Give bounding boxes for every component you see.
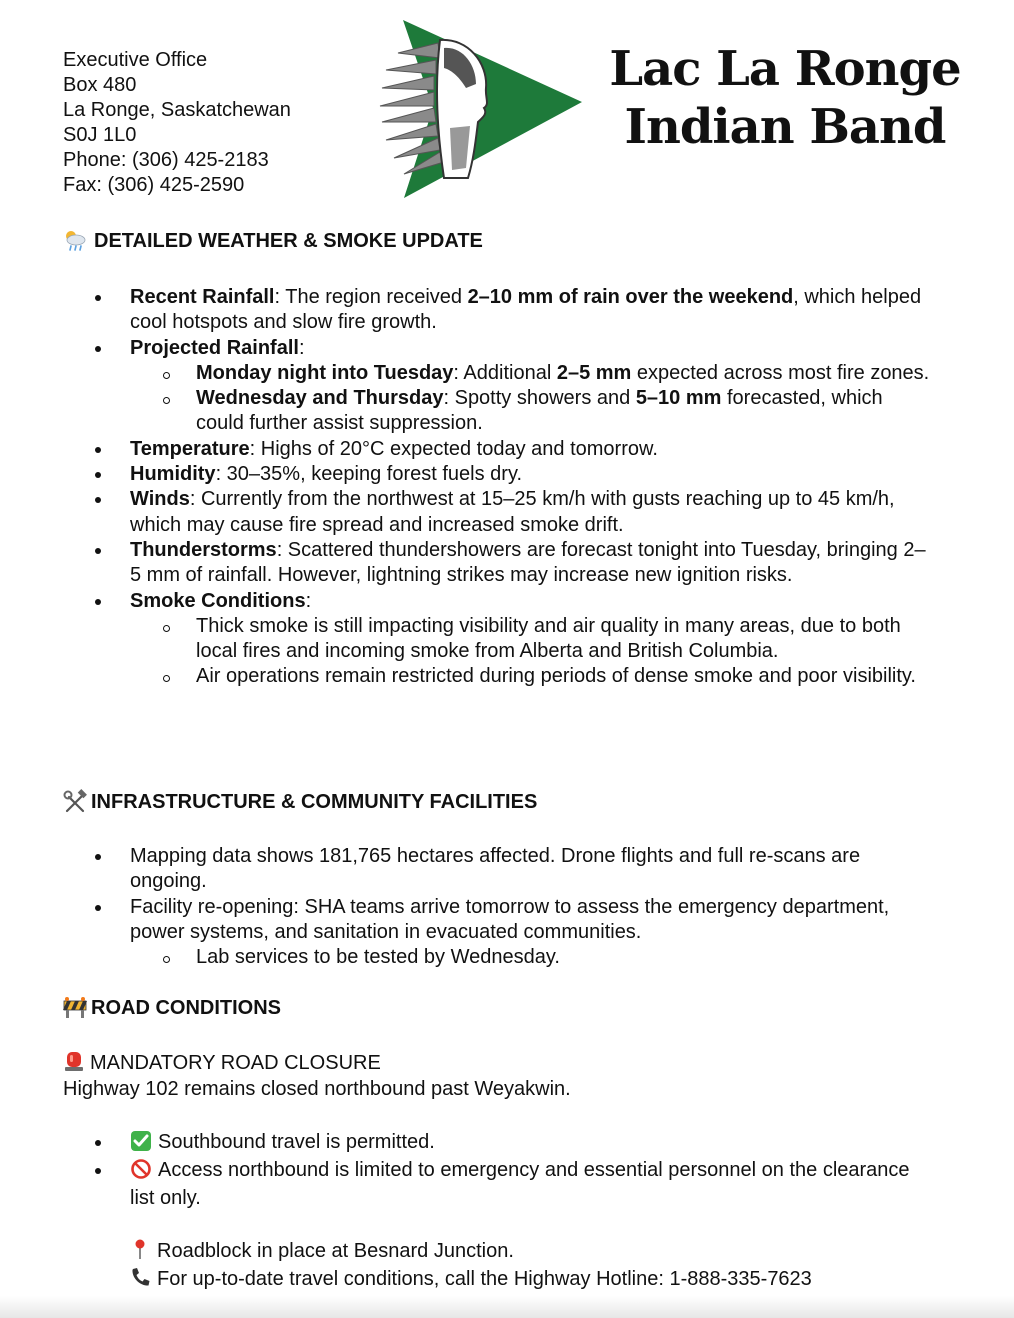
list-item <box>90 437 930 462</box>
item-text: : The region received <box>274 286 468 308</box>
item-text: : Currently from the northwest at 15–25 km/h with gusts reaching up to 45 km/h, which may cause fire spread and increased smoke drift. <box>130 488 895 536</box>
address-line: Box 480 <box>63 74 137 96</box>
weather-heading <box>62 228 483 254</box>
item-label: Smoke Conditions <box>130 589 306 612</box>
band-name-line: Indian Band <box>624 99 946 155</box>
bullet-icon <box>95 497 101 503</box>
sub-list-item <box>90 361 930 386</box>
item-text: : <box>298 336 305 359</box>
infrastructure-heading <box>62 789 537 815</box>
item-bold: 2–5 mm <box>556 361 632 384</box>
no-entry-icon <box>130 1158 152 1180</box>
item-text: : 30–35%, keeping forest fuels dry. <box>215 463 523 486</box>
list-item <box>90 336 930 361</box>
bullet-icon <box>95 472 101 478</box>
item-text: : <box>305 589 312 612</box>
band-name <box>590 40 980 156</box>
item-label: Projected Rainfall <box>130 336 299 359</box>
item-text: Mapping data shows 181,765 hectares affected. Drone flights and full re-scans are ongoing. <box>130 845 861 893</box>
item-label: Recent Rainfall <box>130 286 275 308</box>
sub-list-item <box>90 945 930 970</box>
bullet-icon <box>95 905 101 911</box>
page-bottom-shade <box>0 1296 1014 1318</box>
closure-text: Highway 102 remains closed northbound past Weyakwin. <box>63 1078 571 1100</box>
item-text: expected across most fire zones. <box>631 361 930 384</box>
section-title: INFRASTRUCTURE & COMMUNITY FACILITIES <box>91 790 538 813</box>
roadblock-text: Roadblock in place at Besnard Junction. <box>157 1240 514 1262</box>
item-text: : Scattered thundershowers are forecast tonight into Tuesday, bringing 2–5 mm of rainfall. However, lightning strikes may increase new ignition risks. <box>130 538 926 587</box>
list-item <box>90 844 930 895</box>
list-item <box>90 462 930 487</box>
hotline-line <box>129 1266 812 1291</box>
roads-heading <box>62 995 281 1021</box>
weather-list <box>90 285 930 690</box>
item-text: : Highs of 20°C expected today and tomorrow. <box>249 437 658 460</box>
address-line: La Ronge, Saskatchewan <box>63 99 291 121</box>
item-label: Winds <box>130 488 190 511</box>
item-text: , which helped cool hotspots and slow fire growth. <box>130 286 922 334</box>
section-title: ROAD CONDITIONS <box>91 996 281 1019</box>
bullet-icon <box>95 346 101 352</box>
item-label: Wednesday and Thursday <box>196 387 444 410</box>
item-label: Temperature <box>130 437 250 460</box>
construction-barrier-icon <box>62 995 86 1021</box>
bullet-icon <box>95 548 101 554</box>
siren-icon <box>63 1050 85 1072</box>
bullet-icon <box>95 599 101 605</box>
phone-line: Phone: (306) 425-2183 <box>63 149 269 171</box>
roadblock-line <box>129 1238 514 1263</box>
item-label: Humidity <box>130 463 216 486</box>
sub-list-item <box>90 386 930 437</box>
hammer-wrench-icon <box>62 789 86 815</box>
infrastructure-list <box>90 844 930 970</box>
sub-list-item <box>90 664 930 689</box>
hotline-text: For up-to-date travel conditions, call the Highway Hotline: 1-888-335-7623 <box>157 1268 812 1290</box>
pin-icon <box>129 1238 151 1260</box>
list-item <box>90 1128 930 1156</box>
check-icon <box>130 1130 152 1152</box>
fax-line: Fax: (306) 425-2590 <box>63 174 245 196</box>
list-item <box>90 895 930 946</box>
circle-bullet-icon <box>163 397 170 404</box>
band-logo <box>378 18 584 200</box>
band-name-line: Lac La Ronge <box>609 41 961 97</box>
item-bold: 5–10 mm <box>635 387 722 410</box>
item-text: forecasted, which could further assist suppression. <box>196 387 883 435</box>
list-item <box>90 589 930 614</box>
bullet-icon <box>95 447 101 453</box>
circle-bullet-icon <box>163 956 170 963</box>
bullet-icon <box>95 295 101 301</box>
bullet-icon <box>95 1140 101 1146</box>
circle-bullet-icon <box>163 675 170 682</box>
item-text: Lab services to be tested by Wednesday. <box>196 946 560 969</box>
item-text: Thick smoke is still impacting visibility and air quality in many areas, due to both local fires and incoming smoke from Alberta and British Columbia. <box>196 614 901 663</box>
item-text: Facility re-opening: SHA teams arrive tomorrow to assess the emergency department, power systems, and sanitation in evacuated communities. <box>130 895 890 943</box>
item-label: Monday night into Tuesday <box>196 361 454 384</box>
circle-bullet-icon <box>163 625 170 632</box>
item-text: : Spotty showers and <box>443 387 636 410</box>
item-text: : Additional <box>453 361 557 384</box>
list-item <box>90 1156 930 1212</box>
circle-bullet-icon <box>163 372 170 379</box>
address-line: Executive Office <box>63 49 208 71</box>
closure-title-text: MANDATORY ROAD CLOSURE <box>90 1052 381 1074</box>
item-text: Air operations remain restricted during periods of dense smoke and poor visibility. <box>196 665 916 688</box>
phone-icon <box>129 1266 151 1288</box>
roads-list <box>90 1128 930 1212</box>
item-text: Southbound travel is permitted. <box>158 1131 435 1153</box>
section-title: DETAILED WEATHER & SMOKE UPDATE <box>94 229 483 252</box>
list-item <box>90 538 930 589</box>
cloud-rain-icon <box>62 228 88 254</box>
address-line: S0J 1L0 <box>63 124 137 146</box>
address-block <box>63 48 291 198</box>
closure-title <box>63 1050 381 1075</box>
item-text: Access northbound is limited to emergency and essential personnel on the clearance list only. <box>130 1159 910 1209</box>
bullet-icon <box>95 854 101 860</box>
list-item <box>90 285 930 336</box>
list-item <box>90 487 930 538</box>
bullet-icon <box>95 1168 101 1174</box>
item-label: Thunderstorms <box>130 538 277 561</box>
item-bold: 2–10 mm of rain over the weekend <box>467 286 794 308</box>
sub-list-item <box>90 614 930 665</box>
